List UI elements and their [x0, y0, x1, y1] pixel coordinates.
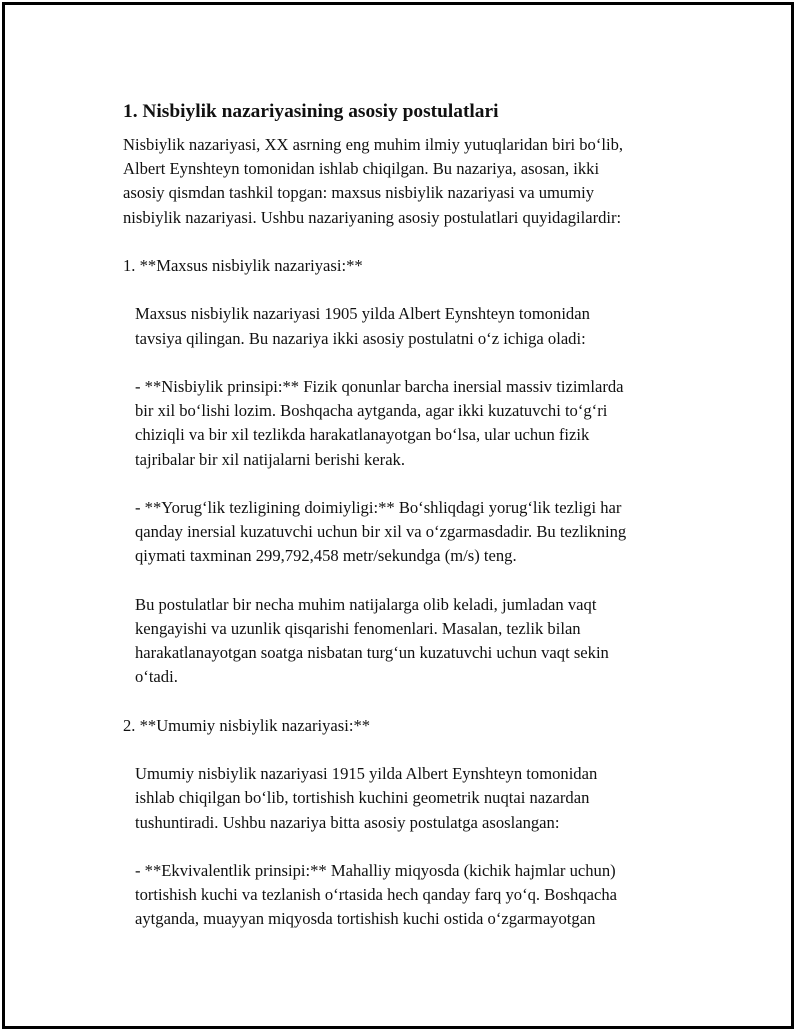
text-line: tavsiya qilingan. Bu nazariya ikki asosiy postulatni o‘z ichiga oladi: — [135, 328, 586, 348]
paragraph — [123, 496, 683, 569]
paragraph — [123, 133, 683, 230]
text-line: Nisbiylik nazariyasi, XX asrning eng muhim ilmiy yutuqlaridan biri bo‘lib, — [123, 135, 624, 154]
document-body — [123, 99, 683, 956]
text-line: tajribalar bir xil natijalarni berishi kerak. — [135, 449, 406, 469]
text-line: - **Nisbiylik prinsipi:** Fizik qonunlar barcha inersial massiv tizimlarda — [135, 376, 624, 396]
text-line: - **Ekvivalentlik prinsipi:** Mahalliy miqyosda (kichik hajmlar uchun) — [135, 860, 616, 880]
paragraph — [123, 859, 683, 932]
text-line: qanday inersial kuzatuvchi uchun bir xil va o‘zgarmasdadir. Bu tezlikning — [135, 522, 627, 542]
text-line: asosiy qismdan tashkil topgan: maxsus nisbiylik nazariyasi va umumiy — [123, 183, 595, 203]
text-line: qiymati taxminan 299,792,458 metr/sekundga (m/s) teng. — [135, 546, 517, 566]
text-line: harakatlanayotgan soatga nisbatan turg‘un kuzatuvchi uchun vaqt sekin — [135, 643, 609, 663]
text-line: Umumiy nisbiylik nazariyasi 1915 yilda Albert Eynshteyn tomonidan — [135, 764, 598, 784]
text-line: bir xil bo‘lishi lozim. Boshqacha aytganda, agar ikki kuzatuvchi to‘g‘ri — [135, 401, 608, 421]
text-line: chiziqli va bir xil tezlikda harakatlanayotgan bo‘lsa, ular uchun fizik — [135, 425, 590, 445]
text-line: Albert Eynshteyn tomonidan ishlab chiqilgan. Bu nazariya, asosan, ikki — [123, 159, 600, 179]
paragraph — [123, 375, 683, 472]
text-line: Maxsus nisbiylik nazariyasi 1905 yilda Albert Eynshteyn tomonidan — [135, 304, 590, 324]
text-line: o‘tadi. — [135, 667, 178, 687]
text-line: 2. **Umumiy nisbiylik nazariyasi:** — [123, 715, 371, 735]
paragraph-list — [123, 133, 683, 932]
paragraph — [123, 714, 683, 738]
paragraph — [123, 254, 683, 278]
paragraph — [123, 762, 683, 835]
text-line: kengayishi va uzunlik qisqarishi fenomenlari. Masalan, tezlik bilan — [135, 618, 581, 638]
text-line: aytganda, muayyan miqyosda tortishish kuchi ostida o‘zgarmayotgan — [135, 909, 596, 929]
text-line: 1. **Maxsus nisbiylik nazariyasi:** — [123, 256, 363, 275]
paragraph — [123, 593, 683, 690]
text-line: ishlab chiqilgan bo‘lib, tortishish kuchini geometrik nuqtai nazardan — [135, 788, 590, 808]
text-line: tortishish kuchi va tezlanish o‘rtasida hech qanday farq yo‘q. Boshqacha — [135, 885, 617, 905]
page-frame — [2, 2, 794, 1029]
paragraph — [123, 302, 683, 350]
text-line: tushuntiradi. Ushbu nazariya bitta asosiy postulatga asoslangan: — [135, 812, 560, 832]
section-heading: 1. Nisbiylik nazariyasining asosiy postulatlari — [123, 101, 499, 122]
text-line: - **Yorug‘lik tezligining doimiyligi:** Bo‘shliqdagi yorug‘lik tezligi har — [135, 497, 622, 517]
text-line: Bu postulatlar bir necha muhim natijalarga olib keladi, jumladan vaqt — [135, 594, 597, 614]
text-line: nisbiylik nazariyasi. Ushbu nazariyaning asosiy postulatlari quyidagilardir: — [123, 207, 622, 227]
